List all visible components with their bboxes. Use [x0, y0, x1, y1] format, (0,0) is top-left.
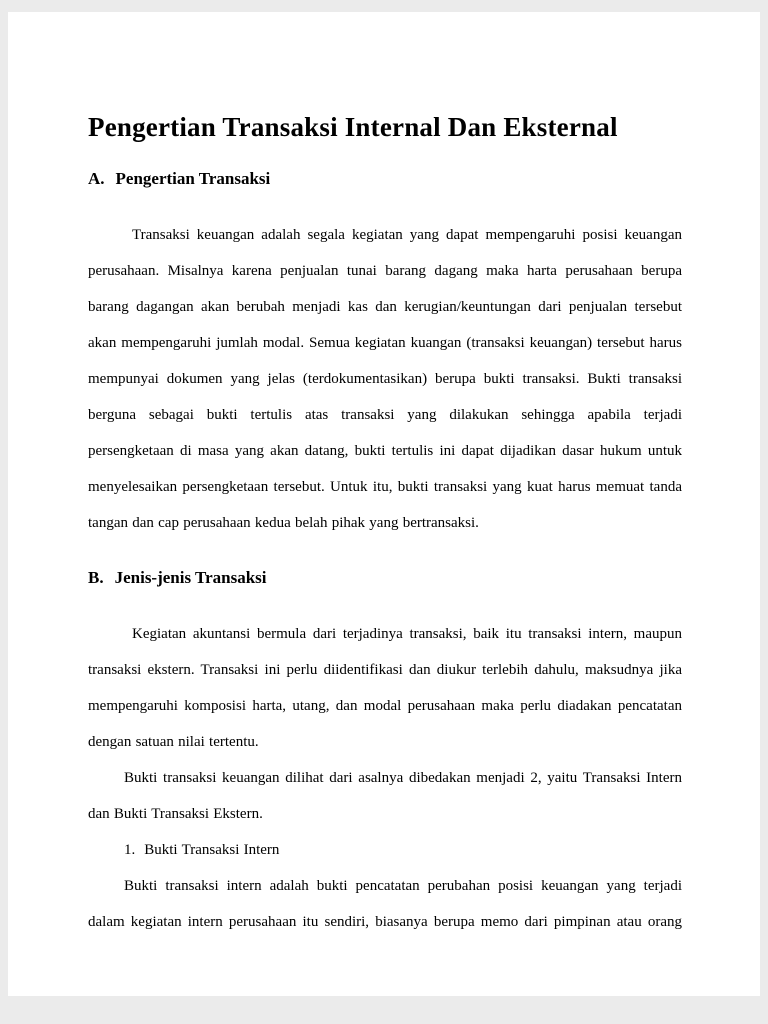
list-item-1	[88, 832, 682, 868]
section-a-marker: A.	[88, 169, 105, 189]
section-b-paragraph-1: Kegiatan akuntansi bermula dari terjadinya transaksi, baik itu transaksi intern, maupun transaksi ekstern. Transaksi ini perlu diidentifikasi dan diukur terlebih dahulu, maksudnya jika mempengaruhi komposisi harta, utang, dan modal perusahaan maka perlu diadakan pencatatan dengan satuan nilai tertentu.	[88, 626, 682, 751]
section-b-marker: B.	[88, 568, 104, 588]
list-item-1-text: Bukti Transaksi Intern	[144, 842, 280, 859]
section-a-heading	[88, 169, 682, 189]
section-b-heading	[88, 568, 682, 588]
section-a-heading-text: Pengertian Transaksi	[115, 169, 271, 189]
page-title: Pengertian Transaksi Internal Dan Eksternal	[88, 112, 618, 142]
list-item-1-marker: 1.	[124, 842, 136, 859]
section-a-paragraph-1: Transaksi keuangan adalah segala kegiatan yang dapat mempengaruhi posisi keuangan perusahaan. Misalnya karena penjualan tunai barang dagang maka harta perusahaan berupa barang dagangan akan berubah menjadi kas dan kerugian/keuntungan dari penjualan tersebut akan mempengaruhi jumlah modal. Semua kegiatan kuangan (transaksi keuangan) tersebut harus mempunyai dokumen yang jelas (terdokumentasikan) berupa bukti transaksi. Bukti transaksi berguna sebagai bukti tertulis atas transaksi yang dilakukan sehingga apabila terjadi persengketaan di masa yang akan datang, bukti tertulis ini dapat dijadikan dasar hukum untuk menyelesaikan persengketaan tersebut. Untuk itu, bukti transaksi yang kuat harus memuat tanda tangan dan cap perusahaan kedua belah pihak yang bertransaksi.	[88, 227, 682, 532]
section-b-paragraph-2: Bukti transaksi keuangan dilihat dari asalnya dibedakan menjadi 2, yaitu Transaksi Intern dan Bukti Transaksi Ekstern.	[88, 770, 682, 823]
section-b-paragraph-3: Bukti transaksi intern adalah bukti pencatatan perubahan posisi keuangan yang terjadi dalam kegiatan intern perusahaan itu sendiri, biasanya berupa memo dari pimpinan atau orang	[88, 878, 682, 931]
section-b-heading-text: Jenis-jenis Transaksi	[114, 568, 267, 588]
document-page	[8, 12, 760, 996]
